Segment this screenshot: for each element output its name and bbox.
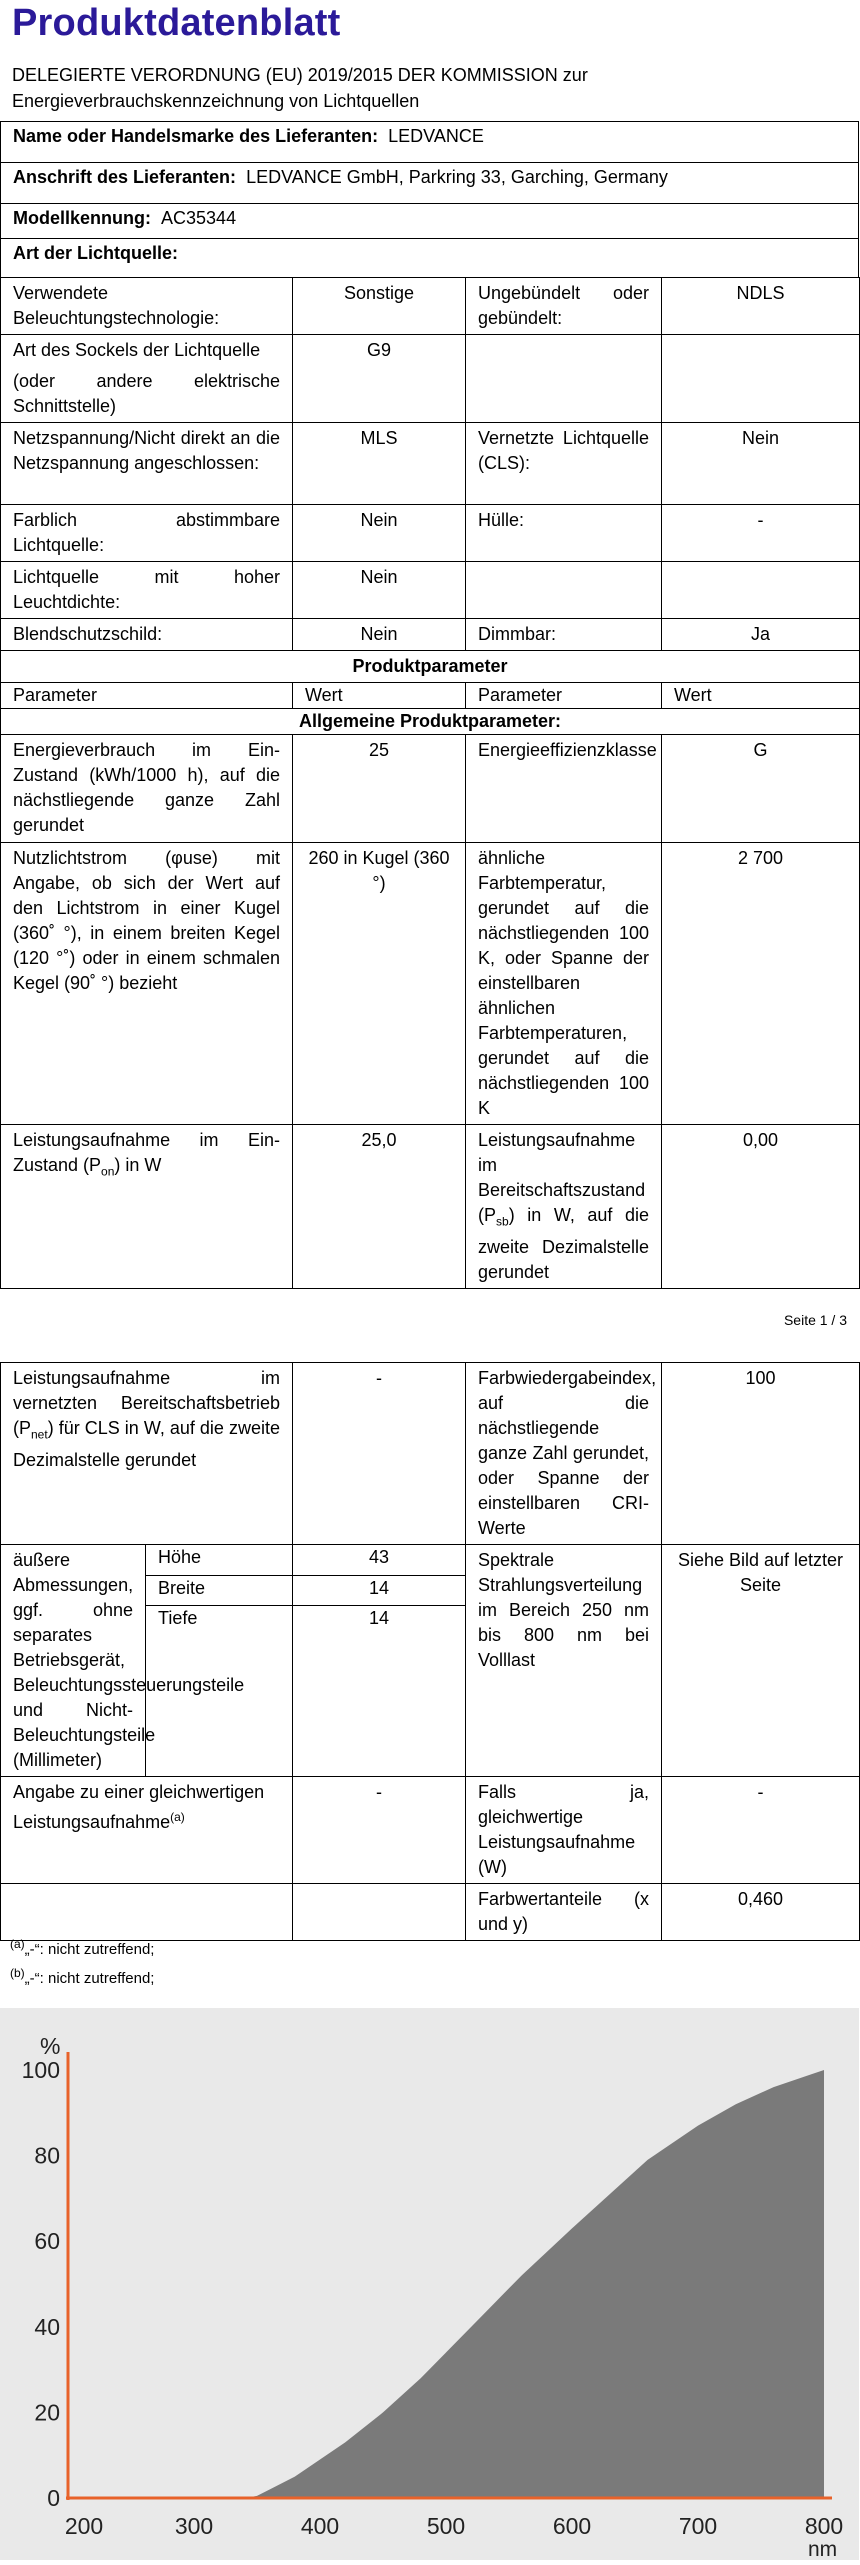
product-params-header: Produktparameter xyxy=(1,651,860,683)
x-tick-label: 800 xyxy=(804,2513,844,2539)
table-row xyxy=(1,651,860,683)
source-type-label: Art der Lichtquelle: xyxy=(13,243,179,263)
equivalent-power-w-label: Falls ja, gleichwertige Leistungsaufnahme (W) xyxy=(466,1777,662,1884)
cls-value: Nein xyxy=(662,423,860,505)
empty-cell xyxy=(662,562,860,619)
col-param-header: Parameter xyxy=(466,683,662,709)
energy-consumption-value: 25 xyxy=(293,735,466,843)
model-label: Modellkennung: xyxy=(13,208,151,228)
mains-label: Netzspannung/Nicht direkt an die Netzspannung angeschlossen: xyxy=(1,423,293,505)
directional-label: Ungebündelt oder gebündelt: xyxy=(466,278,662,335)
table-row xyxy=(1,1884,860,1941)
spectrum-value: Siehe Bild auf letzter Seite xyxy=(662,1545,860,1777)
general-params-header: Allgemeine Produktparameter: xyxy=(1,709,860,735)
dimmable-value: Ja xyxy=(662,619,860,651)
y-tick-label: 60 xyxy=(34,2228,60,2255)
networked-standby-label: Leistungsaufnahme im vernetzten Bereitschaftsbetrieb $(P_{net})$ für CLS in W, auf die zweite Dezimalstelle gerundet xyxy=(1,1363,293,1545)
dim-width-value: 14 xyxy=(293,1575,466,1606)
efficiency-class-label: Energieeffizienzklasse xyxy=(466,735,662,843)
equivalent-power-label: Angabe zu einer gleichwertigen Leistungsaufnahme$^{(a)}$ xyxy=(1,1777,293,1884)
y-axis-label: % xyxy=(40,2033,61,2059)
table-row xyxy=(1,1125,860,1289)
energy-consumption-label: Energieverbrauch im Ein-Zustand (kWh/1000 h), auf die nächstliegende ganze Zahl gerundet xyxy=(1,735,293,843)
light-source-table xyxy=(0,277,860,1289)
y-tick-label: 0 xyxy=(47,2485,60,2511)
envelope-value: - xyxy=(662,505,860,562)
networked-standby-value: - xyxy=(293,1363,466,1545)
supplier-label: Name oder Handelsmarke des Lieferanten: xyxy=(13,126,379,146)
anti-glare-label: Blendschutzschild: xyxy=(1,619,293,651)
high-luminance-label: Lichtquelle mit hoher Leuchtdichte: xyxy=(1,562,293,619)
x-tick-label: 500 xyxy=(426,2513,466,2539)
empty-cell xyxy=(293,1884,466,1941)
supplier-value: LEDVANCE xyxy=(388,126,484,146)
cap-type-value: G9 xyxy=(293,335,466,423)
col-value-header: Wert xyxy=(662,683,860,709)
y-tick-label: 80 xyxy=(34,2142,60,2169)
footnote-b: $^{(b)}$„-“: nicht zutreffend; xyxy=(10,1966,155,1987)
table-row xyxy=(1,619,860,651)
col-value-header: Wert xyxy=(293,683,466,709)
model-row xyxy=(0,203,859,239)
cri-label: Farbwiedergabeindex, auf die nächstliegende ganze Zahl gerundet, oder Spanne der einstellbaren CRI-Werte xyxy=(466,1363,662,1545)
x-tick-label: 300 xyxy=(174,2513,214,2539)
mains-value: MLS xyxy=(293,423,466,505)
standby-power-value: 0,00 xyxy=(662,1125,860,1289)
y-tick-label: 100 xyxy=(21,2057,60,2083)
spectrum-area xyxy=(68,2070,824,2498)
page-title: Produktdatenblatt xyxy=(12,2,341,44)
dim-height-value: 43 xyxy=(293,1545,466,1576)
standby-power-label: Leistungsaufnahme im Bereitschaftszustand $(P_{sb})$ in W, auf die zweite Dezimalstelle gerundet xyxy=(466,1125,662,1289)
table-row xyxy=(1,1777,860,1884)
x-tick-label: 400 xyxy=(300,2513,340,2539)
dim-depth-label: Tiefe xyxy=(146,1606,293,1777)
technology-label: Verwendete Beleuchtungstechnologie: xyxy=(1,278,293,335)
cri-value: 100 xyxy=(662,1363,860,1545)
directional-value: NDLS xyxy=(662,278,860,335)
high-luminance-value: Nein xyxy=(293,562,466,619)
dim-height-label: Höhe xyxy=(146,1545,293,1576)
y-tick-label: 40 xyxy=(34,2313,60,2340)
address-row xyxy=(0,162,859,204)
dimensions-label: äußere Abmessungen, ggf. ohne separates Betriebsgerät, Beleuchtungssteuerungsteile und Nicht-Beleuchtungsteile (Millimeter) xyxy=(1,1545,146,1777)
model-value: AC35344 xyxy=(161,208,237,228)
tunable-value: Nein xyxy=(293,505,466,562)
table-row xyxy=(1,423,860,505)
cct-value: 2 700 xyxy=(662,843,860,1125)
dim-depth-value: 14 xyxy=(293,1606,466,1777)
empty-cell xyxy=(466,335,662,423)
cct-label: ähnliche Farbtemperatur, gerundet auf die nächstliegenden 100 K, oder Spanne der einstellbaren ähnlichen Farbtemperaturen, gerundet auf die nächstliegenden 100 K xyxy=(466,843,662,1125)
cap-type-label-1: Art des Sockels der Lichtquelle xyxy=(13,340,261,360)
empty-cell xyxy=(466,562,662,619)
table-row xyxy=(1,562,860,619)
table-row xyxy=(1,505,860,562)
equivalent-power-w-value: - xyxy=(662,1777,860,1884)
table-row xyxy=(1,683,860,709)
table-row xyxy=(1,709,860,735)
x-tick-label: 600 xyxy=(552,2513,592,2539)
x-tick-label: 200 xyxy=(64,2513,104,2539)
on-power-label: Leistungsaufnahme im Ein-Zustand $(P_{on})$ in W xyxy=(1,1125,293,1289)
table-row xyxy=(1,735,860,843)
on-power-value: 25,0 xyxy=(293,1125,466,1289)
dimmable-label: Dimmbar: xyxy=(466,619,662,651)
technology-value: Sonstige xyxy=(293,278,466,335)
regulation-text: DELEGIERTE VERORDNUNG (EU) 2019/2015 DER KOMMISSION zur Energieverbrauchskennzeichnung von Lichtquellen xyxy=(12,65,588,111)
y-tick-label: 20 xyxy=(34,2399,60,2426)
light-source-table-2 xyxy=(0,1362,860,1941)
table-row xyxy=(1,278,860,335)
supplier-row xyxy=(0,121,859,163)
x-tick-label: 700 xyxy=(678,2513,718,2539)
empty-cell xyxy=(662,335,860,423)
spectrum-chart-svg xyxy=(0,2008,859,2560)
anti-glare-value: Nein xyxy=(293,619,466,651)
table-row xyxy=(1,843,860,1125)
spectrum-chart xyxy=(0,2008,859,2560)
envelope-label: Hülle: xyxy=(466,505,662,562)
tunable-label: Farblich abstimmbare Lichtquelle: xyxy=(1,505,293,562)
luminous-flux-label: Nutzlichtstrom (φuse) mit Angabe, ob sich der Wert auf den Lichtstrom in einer Kugel (360˚ °), in einem breiten Kegel (120 °˚) oder in einem schmalen Kegel (90˚ °) bezieht xyxy=(1,843,293,1125)
chromaticity-label: Farbwertanteile (x und y) xyxy=(466,1884,662,1941)
table-row xyxy=(1,1545,860,1576)
table-row xyxy=(1,1363,860,1545)
address-value: LEDVANCE GmbH, Parkring 33, Garching, Germany xyxy=(246,167,668,187)
cap-type-label-2: (oder andere elektrische Schnittstelle) xyxy=(13,371,280,416)
chromaticity-value: 0,460 xyxy=(662,1884,860,1941)
page-number: Seite 1 / 3 xyxy=(783,1312,847,1328)
cap-type-label xyxy=(1,335,293,423)
dim-width-label: Breite xyxy=(146,1575,293,1606)
source-type-row xyxy=(0,238,859,278)
empty-cell xyxy=(1,1884,293,1941)
equivalent-power-value: - xyxy=(293,1777,466,1884)
efficiency-class-value: G xyxy=(662,735,860,843)
col-param-header: Parameter xyxy=(1,683,293,709)
spectrum-label: Spektrale Strahlungsverteilung im Bereich 250 nm bis 800 nm bei Volllast xyxy=(466,1545,662,1777)
address-label: Anschrift des Lieferanten: xyxy=(13,167,237,187)
cls-label: Vernetzte Lichtquelle (CLS): xyxy=(466,423,662,505)
luminous-flux-value: 260 in Kugel (360 °) xyxy=(293,843,466,1125)
x-axis-label: nm xyxy=(808,2538,838,2561)
footnote-a: $^{(a)}$„-“: nicht zutreffend; xyxy=(10,1937,155,1958)
table-row xyxy=(1,335,860,423)
